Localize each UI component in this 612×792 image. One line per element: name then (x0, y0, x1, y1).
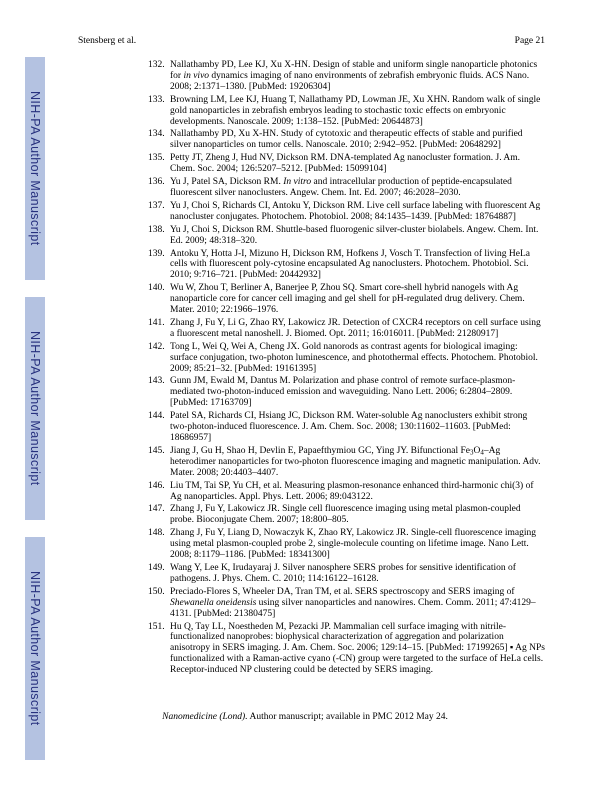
reference-text: Gunn JM, Ewald M, Dantus M. Polarization and phase control of remote surface-plasmon-mediated two-photon-induced emission and waveguiding. Nano Lett. 2006; 6:2804–2809. [PubMed: 17163709] (170, 376, 516, 409)
reference-item (148, 225, 546, 247)
reference-text: Petty JT, Zheng J, Hud NV, Dickson RM. DNA-templated Ag nanocluster formation. J. Am. Chem. Soc. 2004; 126:5207–5212. [PubMed: 15099104] (170, 153, 521, 175)
nihpa-bar-label: NIH-PA Author Manuscript (28, 91, 42, 246)
header-running-head: Stensberg et al. (78, 36, 137, 46)
reference-number: 139. (148, 248, 165, 259)
reference-number: 141. (148, 317, 165, 328)
reference-text: Hu Q, Tay LL, Noestheden M, Pezacki JP. Mammalian cell surface imaging with nitrile-functionalized nanoprobes: biophysical characterization of aggregation and polarization anisotropy in SERS imaging. J. Am. Chem. Soc. 2006; 129:14–15. [PubMed: 17199265] ▪ Ag NPs functionalized with a Raman-active cyano (-CN) group were targeted to the surface of HeLa cells. Receptor-induced NP clustering could be detected by SERS imaging. (170, 621, 545, 676)
page-footer (60, 712, 550, 722)
reference-number: 150. (148, 586, 165, 597)
reference-item (148, 446, 546, 479)
reference-number: 144. (148, 411, 165, 422)
reference-item (148, 481, 546, 503)
reference-item (148, 342, 546, 375)
reference-text: Wang Y, Lee K, Irudayaraj J. Silver nanosphere SERS probes for sensitive identification of pathogens. J. Phys. Chem. C. 2010; 114:16122–16128. (170, 562, 516, 584)
reference-text: Jiang J, Gu H, Shao H, Devlin E, Papaefthymiou GC, Ying JY. Bifunctional $Fe_3O_4-Ag$ heterodimer nanoparticles for two-photon fluorescence imaging and magnetic manipulation. Adv. Mater. 2008; 20:4403–4407. (170, 445, 541, 478)
reference-number: 132. (148, 60, 165, 70)
reference-number: 135. (148, 153, 165, 164)
reference-number: 149. (148, 562, 165, 573)
reference-number: 137. (148, 200, 165, 211)
reference-text: Nallathamby PD, Lee KJ, Xu X-HN. Design of stable and uniform single nanoparticle photonics for in vivo dynamics imaging of nano environments of zebrafish embryonic fluids. ACS Nano. 2008; 2:1371–1380. [PubMed: 19206304] (170, 60, 538, 92)
nihpa-bar-label: NIH-PA Author Manuscript (28, 331, 42, 486)
reference-text: Zhang J, Fu Y, Li G, Zhao RY, Lakowicz JR. Detection of CXCR4 receptors on cell surface using a fluorescent metal nanoshell. J. Biomed. Opt. 2011; 16:016011. [PubMed: 21280917] (170, 317, 541, 339)
reference-item (148, 201, 546, 223)
reference-list (148, 60, 546, 678)
reference-item (148, 249, 546, 282)
footer-citation: Nanomedicine (Lond). Author manuscript; available in PMC 2012 May 24. (162, 712, 448, 722)
reference-number: 146. (148, 480, 165, 491)
reference-item (148, 563, 546, 585)
nihpa-bar-label: NIH-PA Author Manuscript (28, 571, 42, 726)
reference-text: Tong L, Wei Q, Wei A, Cheng JX. Gold nanorods as contrast agents for biological imaging: surface conjugation, two-photon luminescence, and photothermal effects. Photochem. Photobiol. 2009; 85:21–32. [PubMed: 19161395] (170, 341, 538, 374)
reference-text: Antoku Y, Hotta J-I, Mizuno H, Dickson RM, Hofkens J, Vosch T. Transfection of living HeLa cells with fluorescent poly-cytosine encapsulated Ag nanoclusters. Photochem. Photobiol. Sci. 2010; 9:716–721. [PubMed: 20442932] (170, 248, 531, 281)
reference-item (148, 587, 546, 620)
nihpa-bar (25, 297, 45, 520)
reference-text: Wu W, Zhou T, Berliner A, Banerjee P, Zhou SQ. Smart core-shell hybrid nanogels with Ag nanoparticle core for cancer cell imaging and gel shell for pH-regulated drug delivery. Chem. Mater. 2010; 22:1966–1976. (170, 283, 525, 316)
reference-number: 136. (148, 177, 165, 188)
reference-text: Yu J, Patel SA, Dickson RM. In vitro and intracellular production of peptide-encapsulated fluorescent silver nanoclusters. Angew. Chem. Int. Ed. 2007; 46:2028–2030. (170, 177, 512, 198)
reference-number: 145. (148, 445, 165, 456)
reference-text: Zhang J, Fu Y, Liang D, Nowaczyk K, Zhao RY, Lakowicz JR. Single-cell fluorescence imaging using metal plasmon-coupled probe 2, single-molecule counting on lifetime image. Nano Lett. 2008; 8:1179–1186. [PubMed: 18341300] (170, 528, 537, 561)
reference-number: 140. (148, 283, 165, 294)
reference-item (148, 95, 546, 128)
reference-text: Zhang J, Fu Y, Lakowicz JR. Single cell fluorescence imaging using metal plasmon-coupled probe. Bioconjugate Chem. 2007; 18:800–805. (170, 504, 521, 526)
reference-text: Yu J, Choi S, Dickson RM. Shuttle-based fluorogenic silver-cluster biolabels. Angew. Chem. Int. Ed. 2009; 48:318–320. (170, 224, 539, 246)
nihpa-bar (25, 537, 45, 760)
reference-text: Preciado-Flores S, Wheeler DA, Tran TM, et al. SERS spectroscopy and SERS imaging of Shewanella oneidensis using silver nanoparticles and nanowires. Chem. Comm. 2011; 47:4129–4131. [PubMed: 21380475] (170, 586, 536, 619)
reference-text: Liu TM, Tai SP, Yu CH, et al. Measuring plasmon-resonance enhanced third-harmonic chi(3) of Ag nanoparticles. Appl. Phys. Lett. 2006; 89:043122. (170, 480, 534, 502)
reference-text: Patel SA, Richards CI, Hsiang JC, Dickson RM. Water-soluble Ag nanoclusters exhibit strong two-photon-induced fluorescence. J. Am. Chem. Soc. 2008; 130:11602–11603. [PubMed: 18686957] (170, 411, 528, 443)
reference-number: 148. (148, 528, 165, 539)
reference-item (148, 153, 546, 175)
reference-number: 151. (148, 621, 165, 632)
reference-item (148, 129, 546, 151)
reference-number: 143. (148, 376, 165, 387)
reference-number: 134. (148, 129, 165, 140)
reference-item (148, 622, 546, 677)
reference-item (148, 177, 546, 199)
reference-number: 142. (148, 341, 165, 352)
reference-item (148, 504, 546, 526)
header-page-number: Page 21 (514, 36, 545, 46)
reference-item (148, 318, 546, 340)
reference-number: 147. (148, 504, 165, 515)
reference-item (148, 283, 546, 316)
nihpa-bar (25, 57, 45, 280)
reference-item (148, 411, 546, 444)
reference-text: Nallathamby PD, Xu X-HN. Study of cytotoxic and therapeutic effects of stable and purified silver nanoparticles on tumor cells. Nanoscale. 2010; 2:942–952. [PubMed: 20648292] (170, 129, 523, 151)
reference-number: 133. (148, 94, 165, 105)
reference-item (148, 376, 546, 409)
reference-number: 138. (148, 224, 165, 235)
reference-item (148, 60, 546, 93)
reference-text: Browning LM, Lee KJ, Huang T, Nallathamy PD, Lowman JE, Xu XHN. Random walk of single gold nanoparticles in zebrafish embryos leading to stochastic toxic effects on embryonic developments. Nanoscale. 2009; 1:138–152. [PubMed: 20644873] (170, 94, 541, 127)
reference-text: Yu J, Choi S, Richards CI, Antoku Y, Dickson RM. Live cell surface labeling with fluorescent Ag nanocluster conjugates. Photochem. Photobiol. 2008; 84:1435–1439. [PubMed: 18764887] (170, 200, 541, 222)
reference-item (148, 528, 546, 561)
